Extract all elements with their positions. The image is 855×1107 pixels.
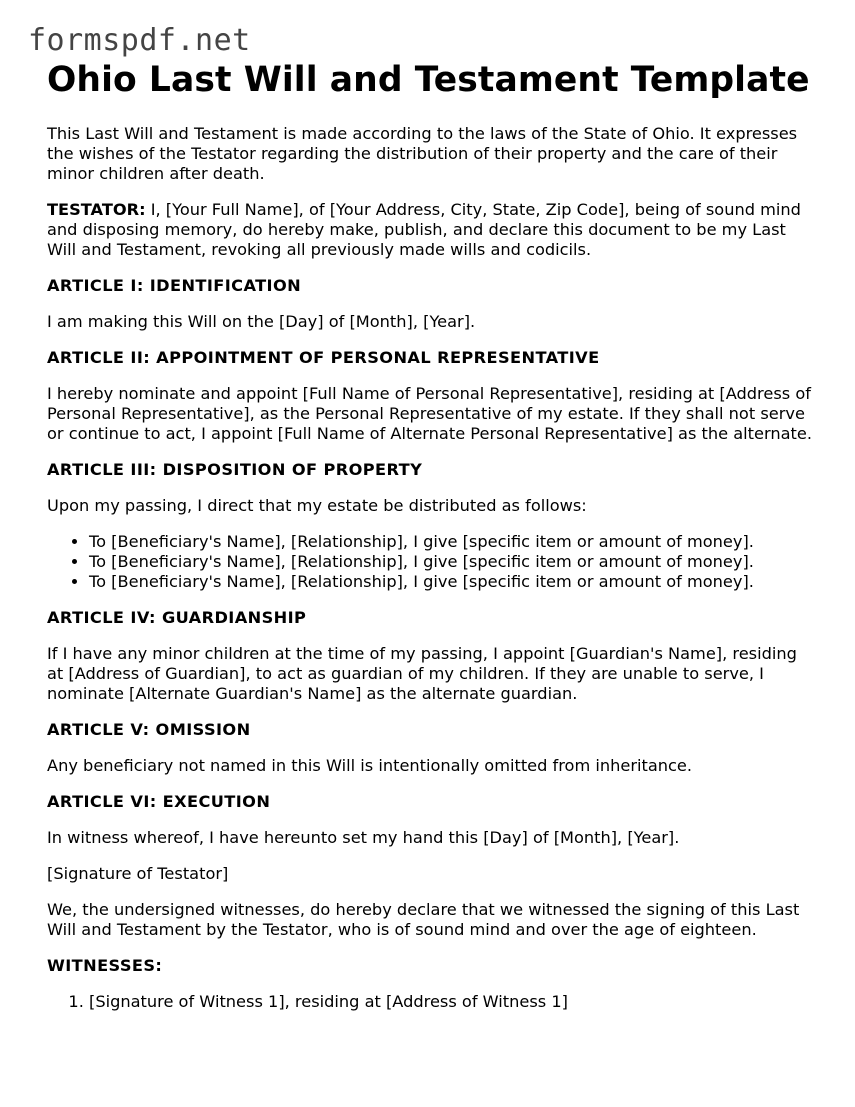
article-3-text: Upon my passing, I direct that my estate be distributed as follows: (47, 496, 587, 515)
testator-text: I, [Your Full Name], of [Your Address, City, State, Zip Code], being of sound mind and disposing memory, do hereby make, publish, and declare this document to be my Last Will and Testament, revoking all previously made wills and codicils. (47, 200, 801, 259)
bequest-item: • To [Beneficiary's Name], [Relationship], I give [specific item or amount of money]. (89, 532, 817, 552)
witness-list (47, 992, 817, 1012)
bequest-item: • To [Beneficiary's Name], [Relationship], I give [specific item or amount of money]. (89, 552, 817, 572)
article-6-text: In witness whereof, I have hereunto set my hand this [Day] of [Month], [Year]. (47, 828, 680, 847)
testator-paragraph (47, 200, 817, 260)
intro-paragraph: This Last Will and Testament is made according to the laws of the State of Ohio. It expresses the wishes of the Testator regarding the distribution of their property and the care of their minor children after death. (47, 124, 798, 183)
article-5-heading: ARTICLE V: OMISSION (47, 720, 251, 739)
article-1-text: I am making this Will on the [Day] of [Month], [Year]. (47, 312, 476, 331)
testator-signature-line: [Signature of Testator] (47, 864, 229, 883)
article-5-text: Any beneficiary not named in this Will is intentionally omitted from inheritance. (47, 756, 693, 775)
bequest-item: • To [Beneficiary's Name], [Relationship], I give [specific item or amount of money]. (89, 572, 817, 592)
article-2-text: I hereby nominate and appoint [Full Name of Personal Representative], residing at [Address of Personal Representative], as the Personal Representative of my estate. If they shall not serve or continue to act, I appoint [Full Name of Alternate Personal Representative] as the alternate. (47, 384, 812, 443)
testator-label: TESTATOR: (47, 200, 146, 219)
witnesses-heading: WITNESSES: (47, 956, 163, 975)
article-3-heading: ARTICLE III: DISPOSITION OF PROPERTY (47, 460, 423, 479)
document-body (47, 58, 817, 1028)
witness-declaration: We, the undersigned witnesses, do hereby declare that we witnessed the signing of this Last Will and Testament by the Testator, who is of sound mind and over the age of eighteen. (47, 900, 800, 939)
article-1-heading: ARTICLE I: IDENTIFICATION (47, 276, 302, 295)
article-4-text: If I have any minor children at the time of my passing, I appoint [Guardian's Name], residing at [Address of Guardian], to act as guardian of my children. If they are unable to serve, I nominate [Alternate Guardian's Name] as the alternate guardian. (47, 644, 797, 703)
article-2-heading: ARTICLE II: APPOINTMENT OF PERSONAL REPRESENTATIVE (47, 348, 600, 367)
page-title: Ohio Last Will and Testament Template (47, 60, 810, 100)
bequest-list (47, 532, 817, 592)
article-4-heading: ARTICLE IV: GUARDIANSHIP (47, 608, 307, 627)
watermark: formspdf.net (28, 23, 251, 58)
witness-item: 1. [Signature of Witness 1], residing at [Address of Witness 1] (89, 992, 817, 1012)
article-6-heading: ARTICLE VI: EXECUTION (47, 792, 271, 811)
